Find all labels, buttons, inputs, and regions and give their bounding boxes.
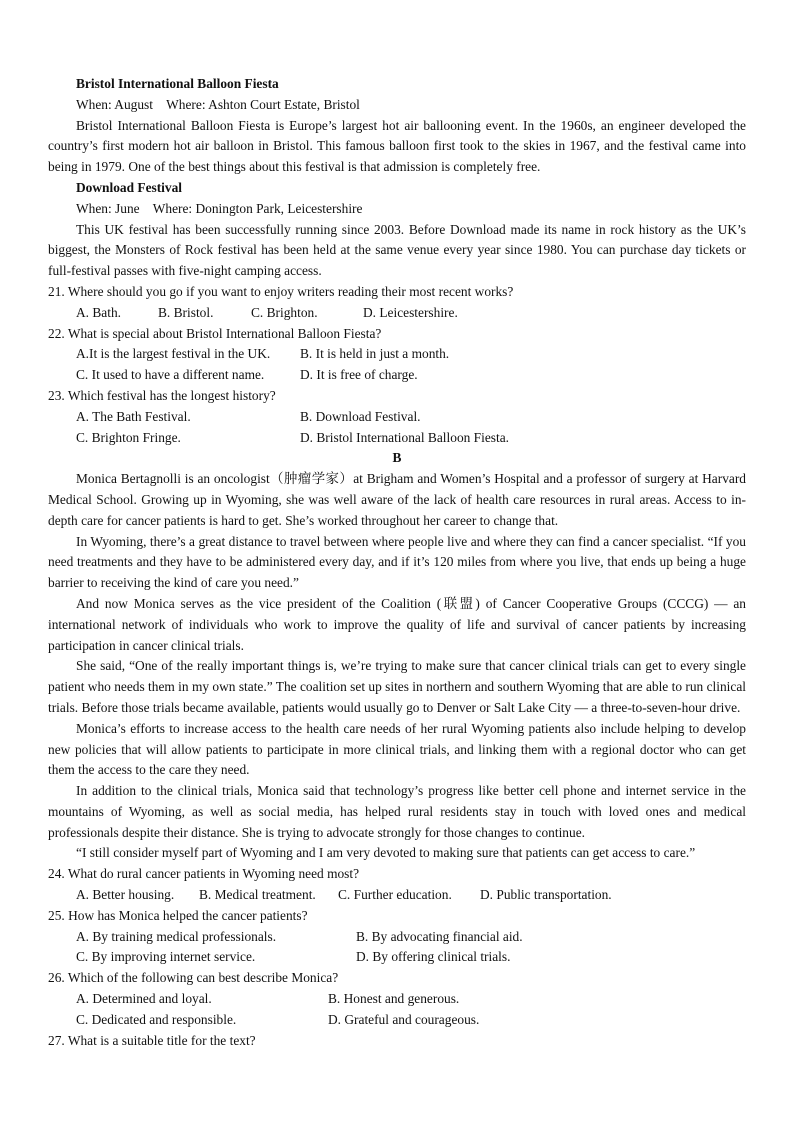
festival-title-balloon: Bristol International Balloon Fiesta: [76, 76, 279, 91]
question-27: 27. What is a suitable title for the text?: [48, 1032, 256, 1048]
option-a[interactable]: A. Better housing.: [76, 887, 175, 903]
question-22-options-row1: [48, 344, 746, 365]
festival-body-download: This UK festival has been successfully running since 2003. Before Download made its name in rock history as the UK’s biggest, the Monsters of Rock festival has been held at the same venue every year since 1980. You can purchase day tickets or full-festival passes with five-night camping access.: [48, 221, 746, 279]
question-22-options-row2: [48, 365, 746, 386]
festival-body-balloon: Bristol International Balloon Fiesta is Europe’s largest hot air ballooning event. In the 1960s, an engineer developed the country’s first modern hot air balloon in Bristol. This famous balloon first took to the skies in 1967, and the festival came into being in 1979. One of the best things about this festival is that admission is completely free.: [48, 117, 746, 175]
passage-paragraph: Monica’s efforts to increase access to the health care needs of her rural Wyoming patients also include helping to develop new policies that will allow patients to participate in more clinical trials, and linking them with a regional doctor who can get them the access to the care they need.: [48, 720, 746, 778]
option-c[interactable]: C. Dedicated and responsible.: [76, 1011, 237, 1027]
passage-paragraph: She said, “One of the really important things is, we’re trying to make sure that cancer clinical trials can get to every single patient who needs them in my own state.” The coalition set up sites in northern and southern Wyoming that are able to run clinical trials. Before those trials became available, patients would usually go to Denver or Salt Lake City — a three-to-seven-hour drive.: [48, 658, 746, 715]
option-b[interactable]: B. It is held in just a month.: [300, 346, 450, 362]
option-d[interactable]: D. By offering clinical trials.: [356, 949, 511, 965]
question-23-options-row2: [48, 428, 746, 449]
option-a[interactable]: A. By training medical professionals.: [76, 928, 277, 944]
option-b[interactable]: B. Bristol.: [158, 304, 214, 320]
option-c[interactable]: C. By improving internet service.: [76, 949, 256, 965]
option-c[interactable]: C. Brighton.: [251, 304, 318, 320]
question-26: 26. Which of the following can best describe Monica?: [48, 970, 339, 986]
section-heading-b: B: [392, 450, 402, 466]
passage-paragraph: And now Monica serves as the vice president of the Coalition (联盟) of Cancer Cooperative Groups (CCCG) — an international network of individuals who work to improve the quality of life and survival of cancer patients by increasing participation in cancer clinical trials.: [48, 595, 746, 653]
option-b[interactable]: B. Medical treatment.: [199, 887, 316, 903]
option-a[interactable]: A. Bath.: [76, 304, 122, 320]
passage-paragraph: “I still consider myself part of Wyoming and I am very devoted to making sure that patients can get access to care.”: [76, 845, 696, 861]
option-b[interactable]: B. Honest and generous.: [328, 991, 460, 1007]
question-23-options-row1: [48, 407, 746, 428]
option-c[interactable]: C. Further education.: [338, 887, 452, 903]
question-25-options-row2: [48, 947, 746, 968]
passage-paragraph: Monica Bertagnolli is an oncologist（肿瘤学家）at Brigham and Women’s Hospital and a professor of surgery at Harvard Medical School. Growing up in Wyoming, she was well aware of the lack of health care resources in rural areas. Access to in-depth care for cancer patients is hard to get. She’s worked throughout her career to change that.: [48, 471, 746, 528]
question-25-options-row1: [48, 927, 746, 948]
option-d[interactable]: D. Bristol International Balloon Fiesta.: [300, 429, 510, 445]
option-c[interactable]: C. Brighton Fringe.: [76, 429, 181, 445]
question-25: 25. How has Monica helped the cancer patients?: [48, 907, 308, 923]
option-c[interactable]: C. It used to have a different name.: [76, 367, 265, 383]
option-a[interactable]: A. The Bath Festival.: [76, 408, 191, 424]
question-21: 21. Where should you go if you want to enjoy writers reading their most recent works?: [48, 283, 514, 299]
option-d[interactable]: D. It is free of charge.: [300, 367, 418, 383]
option-b[interactable]: B. Download Festival.: [300, 408, 421, 424]
option-b[interactable]: B. By advocating financial aid.: [356, 928, 523, 944]
festival-when-where-balloon: When: August Where: Ashton Court Estate, Bristol: [76, 96, 360, 112]
passage-paragraph: In Wyoming, there’s a great distance to travel between where people live and where they can find a cancer specialist. “If you need treatments and they have to be administered every day, and if it’s 120 miles from where you live, that ends up being a huge barrier to receiving the kind of care you need.”: [48, 533, 746, 591]
festival-title-download: Download Festival: [76, 179, 183, 195]
question-24: 24. What do rural cancer patients in Wyoming need most?: [48, 866, 360, 882]
option-d[interactable]: D. Public transportation.: [480, 887, 612, 903]
option-a[interactable]: A. Determined and loyal.: [76, 991, 212, 1007]
question-22: 22. What is special about Bristol International Balloon Fiesta?: [48, 325, 382, 341]
festival-when-where-download: When: June Where: Donington Park, Leicestershire: [76, 200, 363, 216]
question-26-options-row2: [48, 1010, 746, 1031]
option-d[interactable]: D. Grateful and courageous.: [328, 1011, 480, 1027]
option-d[interactable]: D. Leicestershire.: [363, 304, 458, 320]
exam-page: [48, 74, 746, 1051]
question-21-options: [48, 303, 746, 324]
passage-paragraph: In addition to the clinical trials, Monica said that technology’s progress like better cell phone and internet service in the mountains of Wyoming, as well as social media, has helped rural residents stay in touch with loved ones and medical professionals despite their distance. She is trying to advocate strongly for those changes to continue.: [48, 783, 746, 840]
question-23: 23. Which festival has the longest history?: [48, 387, 276, 403]
question-24-options: [48, 885, 746, 906]
question-26-options-row1: [48, 989, 746, 1010]
option-a[interactable]: A.It is the largest festival in the UK.: [76, 346, 271, 362]
